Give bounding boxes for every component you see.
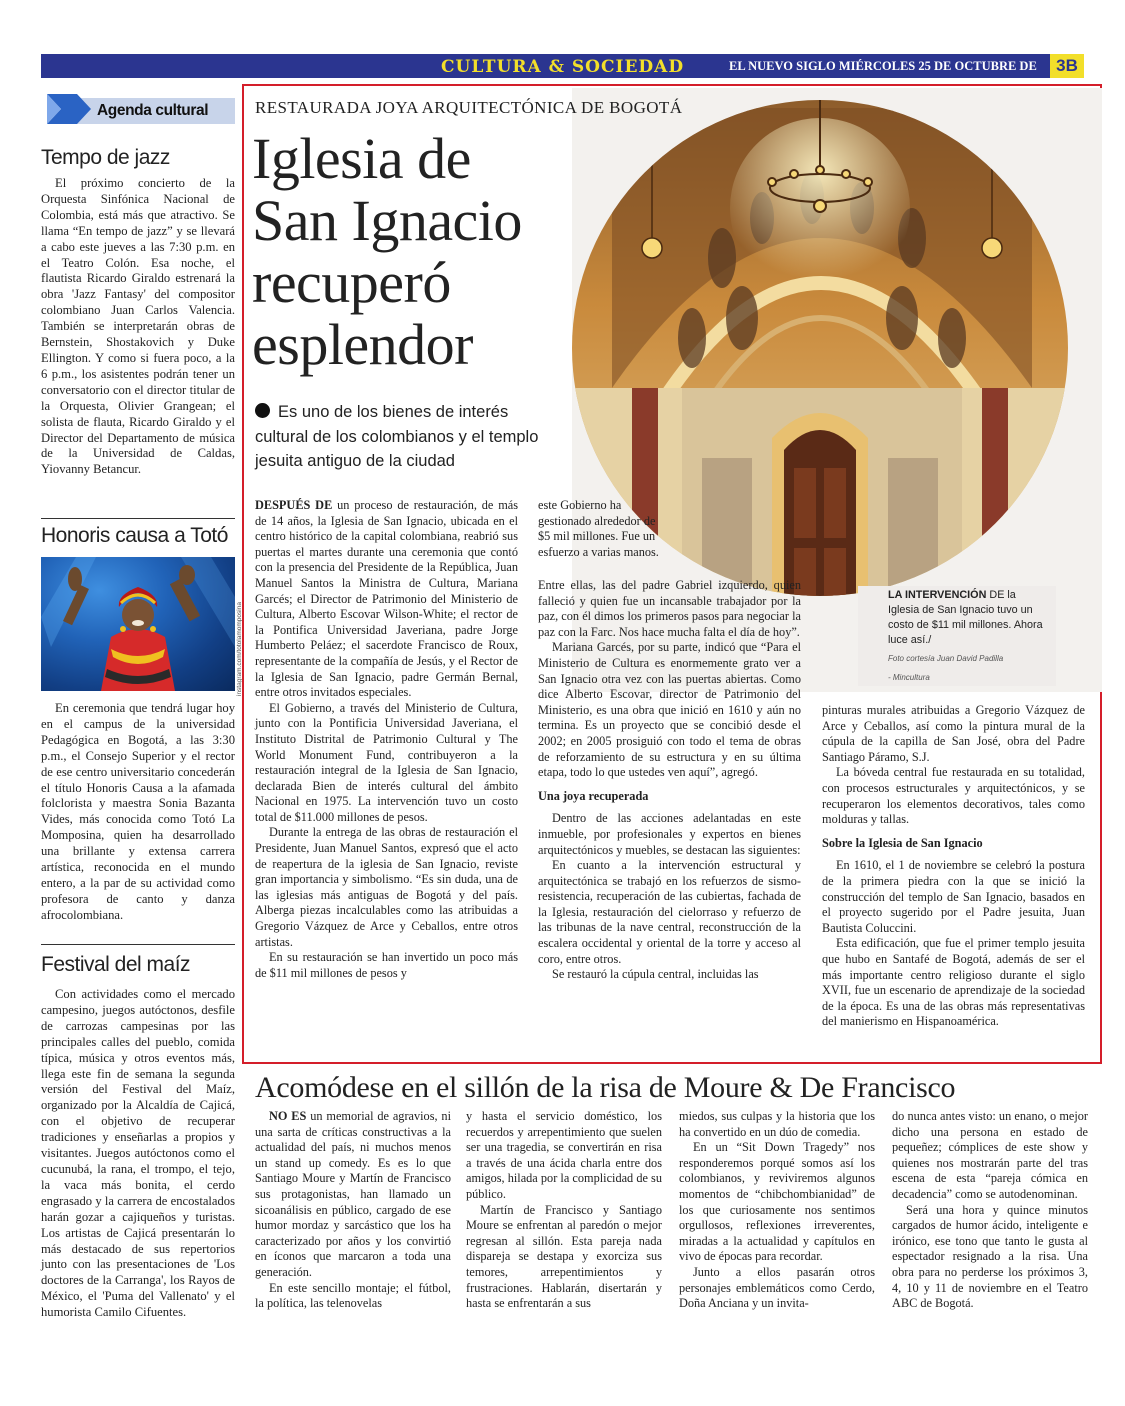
article-paragraph: DESPUÉS DE un proceso de restauración, de más de 14 años, la Iglesia de San Ignacio, ubicada en el centro histórico de la capital colombiana, reabrió sus puertas el martes durante una ceremonia que contó con la presencia del Presidente de la República, Juan Manuel Santos la Ministra de Cultura, Mariana Garcés; el Director de Patrimonio del Ministerio de Cultura, Alberto Escovar Wilson-White; el rector de la Pontifica Universidad Javeriana, padre Jorge Humberto Peláez; el sacerdote Francisco de Roux, representante de la compañía de Jesús, y el Rector de la Iglesia de San Ignacio, padre Germán Bernal, entre otros invitados especiales.: [255, 498, 518, 700]
article-paragraph: Entre ellas, las del padre Gabriel izquierdo, quien falleció y quien fue un incansable trabajador por la paz, con él dimos los primeros pasos para negociar la paz con la Farc. Nos hace mucha falta el día de hoy”.: [538, 578, 801, 639]
performer-illustration: [41, 557, 235, 691]
subhead: Una joya recuperada: [538, 788, 649, 803]
article-paragraph: En un “Sit Down Tragedy” nos responderemos porqué somos así los colombianos, y reviviremos algunos momentos de “chibchombianidad” de los que curiosamente nos sentimos orgullosos, reflexiones irreverentes, miradas a la actualidad y capítulos en vivo de épocas para recordar.: [679, 1140, 875, 1264]
divider: [41, 944, 235, 945]
agenda-badge-label: Agenda cultural: [97, 102, 209, 119]
article-paragraph: Será una hora y quince minutos cargados de humor ácido, inteligente e irónico, ese tono que tanto le gusta al espectador resignado a la risa. Una obra para no perderse los próximos 3, 4, 10 y 11 de noviembre en el Teatro ABC de Bogotá.: [892, 1202, 1088, 1311]
article-headline: [252, 128, 572, 376]
second-article-column-4: [892, 1109, 1088, 1312]
sidebar-item-toto-body: [41, 701, 235, 924]
sidebar-item-maiz: [41, 953, 235, 1321]
article-paragraph: Durante la entrega de las obras de restauración el Presidente, Juan Manuel Santos, expresó que el acto de reapertura de la iglesia de San Ignacio, reviste gran importancia y simbolismo. “Es sin duda, una de las iglesias más antiguas de Bogotá y del país. Alberga piezas incalculables como las atribuidas a Gregorio Vázquez de Arce y Ceballos, entre otros artistas.: [255, 825, 518, 949]
page-number: 3B: [1050, 54, 1084, 78]
article-kicker: RESTAURADA JOYA ARQUITECTÓNICA DE BOGOTÁ: [255, 98, 683, 117]
article-paragraph: do nunca antes visto: un enano, o mejor dicho una persona en estado de pequeñez; cómplices de este show y quienes nos mostrarán parte del tras escena de esta “pareja cómica en decadencia” como se autodenominan.: [892, 1109, 1088, 1201]
article-paragraph: este Gobierno ha gestionado alrededor de $5 mil millones. Fue un esfuerzo a varias manos.: [538, 498, 659, 559]
article-paragraph: En 1610, el 1 de noviembre se celebró la postura de la primera piedra con la que se inició la construcción del templo de San Ignacio, basados en el proyecto sugerido por el Padre jesuita, Juan Bautista Coluccini.: [822, 858, 1085, 935]
second-article-column-2: [466, 1109, 662, 1312]
second-article-headline: Acomódese en el sillón de la risa de Moure & De Francisco: [255, 1071, 956, 1104]
article-column-2: [538, 578, 801, 983]
article-paragraph: NO ES un memorial de agravios, ni una sarta de críticas constructivas a la actualidad del país, ni muchos menos un stand up comedy. Es es lo que Santiago Moure y Martín de Francisco sus protagonistas, han llamado un sicoanálisis en público, cargado de ese humor mordaz y sarcástico que los ha caracterizado por años y los convirtió en íconos que marcaron a toda una generación.: [255, 1109, 451, 1279]
deck-text: Es uno de los bienes de interés cultural de los colombianos y el templo jesuita antiguo de la ciudad: [255, 403, 539, 470]
second-article-column-3: [679, 1109, 875, 1312]
bullet-icon: [255, 403, 270, 418]
photo-caption: [888, 588, 1048, 685]
second-article-column-1: [255, 1109, 451, 1312]
section-title: CULTURA & SOCIEDAD: [441, 57, 685, 77]
article-deck: [255, 400, 555, 474]
toto-photo: [41, 557, 235, 691]
article-paragraph: En su restauración se han invertido un poco más de $11 mil millones de pesos y: [255, 950, 518, 980]
article-column-2-top: [538, 498, 666, 560]
sidebar-item-jazz: [41, 146, 235, 478]
article-paragraph: Martín de Francisco y Santiago Moure se enfrentan al paredón o mejor regresan al sillón. Esta pareja nada dispareja se destapa y exorciza sus temores, arrepentimientos y frustraciones. Hablarán, disertarán y hasta se enfrentarán a sus: [466, 1202, 662, 1311]
article-column-3: [822, 703, 1085, 1030]
subhead: Sobre la Iglesia de San Ignacio: [822, 835, 983, 850]
headline-line: San Ignacio: [252, 188, 522, 253]
sidebar-item-body: Con actividades como el mercado campesino, juegos autóctonos, desfile de carrozas campesinas por las principales calles del pueblo, comida típica, música y otros eventos más, llega este fin de semana la segunda versión del Festival del Maíz, organizado por la Alcaldía de Cajicá, con el objetivo de recuperar tradiciones y enseñarlas a propios y visitantes. Juegos autóctonos como el cucunubá, la rana, el trompo, el tejo, la vaca más bonita, el cerdo engrasado y la carrera de encostalados harán gozar a cajiqueños y turistas. Los artistas de Cajicá presentarán lo más destacado de sus repertorios junto con las presentaciones de 'Los doctores de la Carranga', los Rayos de México, el 'Puma del Vallenato' y el humorista Camilo Cifuentes.: [41, 987, 235, 1320]
article-paragraph: Junto a ellos pasarán otros personajes emblemáticos como Cerdo, Doña Anciana y un invita-: [679, 1264, 875, 1311]
sidebar-item-title: Honoris causa a Totó: [41, 524, 228, 547]
divider: [41, 518, 235, 519]
agenda-badge: [41, 92, 235, 126]
paper-date: EL NUEVO SIGLO MIÉRCOLES 25 DE OCTUBRE DE: [729, 59, 1037, 73]
headline-line: esplendor: [252, 312, 473, 377]
article-paragraph: La bóveda central fue restaurada en su totalidad, con procesos estructurales y arquitectónicos, y se recuperaron los elementos decorativos, tales como molduras y tallas.: [822, 765, 1085, 827]
sidebar-item-body: En ceremonia que tendrá lugar hoy en el campus de la universidad Pedagógica en Bogotá, a las 3:30 p.m., el Consejo Superior y el rector de ese centro universitario concederán el título Honoris Causa a la afamada folclorista y maestra Sonia Bazanta Vides, más conocida como Totó La Momposina, quien ha desarrollado una brillante y extensa carrera artística, reconocida en el mundo entero, a la par de su actividad como profesora de canto y danza afrocolombiana.: [41, 701, 235, 922]
caption-text: DE la Iglesia de San Ignacio tuvo un costo de $11 mil millones. Ahora luce así./: [888, 589, 1043, 646]
article-paragraph: El Gobierno, a través del Ministerio de Cultura, junto con la Pontificia Universidad Javeriana, el Instituto Distrital de Patrimonio Cultural y The World Monument Fund, contribuyeron a la restauración integral de la Iglesia de San Ignacio, declarada Bien de interés cultural del ámbito Nacional en 1975. La intervención tuvo un costo total de $11.000 millones de pesos.: [255, 700, 518, 824]
headline-line: recuperó: [252, 250, 451, 315]
article-paragraph: pinturas murales atribuidas a Gregorio Vázquez de Arce y Ceballos, así como la pintura mural de la cúpula de la capilla de San José, obra del Padre Santiago Páramo, S.J.: [822, 703, 1085, 764]
article-paragraph: Mariana Garcés, por su parte, indicó que “Para el Ministerio de Cultura es enormemente grato ver a San Ignacio otra vez con las puertas abiertas. Como dice Alberto Escovar, director de Patrimonio del Ministerio, es una obra que inició en 1610 y aún no termina. Es un proyecto que se concibió desde el 2002; en 2005 prosiguió con todo el tema de obras de reforzamiento de su estructura y en su última etapa, todo lo que ustedes ven aquí”, agregó.: [538, 640, 801, 780]
sidebar-item-title: Festival del maíz: [41, 953, 191, 976]
article-column-1: [255, 498, 518, 981]
caption-credit: Foto cortesía Juan David Padilla: [888, 654, 1004, 663]
article-paragraph: miedos, sus culpas y la historia que los ha convertido en un dúo de comedia.: [679, 1109, 875, 1139]
article-paragraph: y hasta el servicio doméstico, los recuerdos y arrepentimiento que suelen ser una tragedia, se convertirán en risa a través de una ácida charla entre dos amigos, hilada por la complicidad de su público.: [466, 1109, 662, 1201]
photo-credit: instagram.com/totolamomposina: [236, 602, 243, 696]
lead-in: NO ES: [269, 1109, 307, 1123]
sidebar-item-body: El próximo concierto de la Orquesta Sinfónica Nacional de Colombia, está más que atractivo. Se llama “En tempo de jazz” y se llevará a cabo este jueves a las 7:30 p.m. en el Teatro Colón. Esa noche, el flautista Ricardo Giraldo estrenará la obra 'Jazz Fantasy' del compositor colombiano Juan Carlos Valencia. También se interpretarán obras de Bernstein, Shostakovich y Duke Ellington. Y como si fuera poco, a la 6 p.m., los asistentes podrán tener un conversatorio con el director titular de la Orquesta, Olivier Grangean; el solista de flauta, Ricardo Giraldo y el Director del Departamento de música de la Universidad de Caldas, Yiovanny Betancur.: [41, 176, 235, 477]
article-paragraph: En este sencillo montaje; el fútbol, la política, las telenovelas: [255, 1280, 451, 1311]
lead-in: DESPUÉS DE: [255, 498, 333, 512]
article-paragraph: Dentro de las acciones adelantadas en este inmueble, por profesionales y expertos en bienes arquitectónicos y muebles, se destacan las siguientes:: [538, 811, 801, 857]
caption-credit: - Mincultura: [888, 673, 930, 682]
caption-lead: LA INTERVENCIÓN: [888, 589, 987, 601]
article-paragraph: En cuanto a la intervención estructural y arquitectónica se trabajó en los refuerzos de sismo-resistencia, recuperación de las cubiertas, fachada de la Iglesia, restauración del cielorraso y refuerzo de las tribunas de la nave central, reconstrucción de la escalera occidental y oriental de la torre y acceso al coro, entre otros.: [538, 858, 801, 966]
sidebar-item-toto: [41, 524, 235, 554]
sidebar-item-title: Tempo de jazz: [41, 146, 170, 169]
article-paragraph: Se restauró la cúpula central, incluidas las: [552, 967, 759, 982]
headline-line: Iglesia de: [252, 126, 471, 191]
article-paragraph: Esta edificación, que fue el primer templo jesuita que hubo en Santafé de Bogotá, además de ser el más importante centro religioso durante el siglo XVII, fue un escenario de aprendizaje de la sociedad de la época. Es una de las obras más representativas del manierismo en Hispanoamérica.: [822, 936, 1085, 1029]
